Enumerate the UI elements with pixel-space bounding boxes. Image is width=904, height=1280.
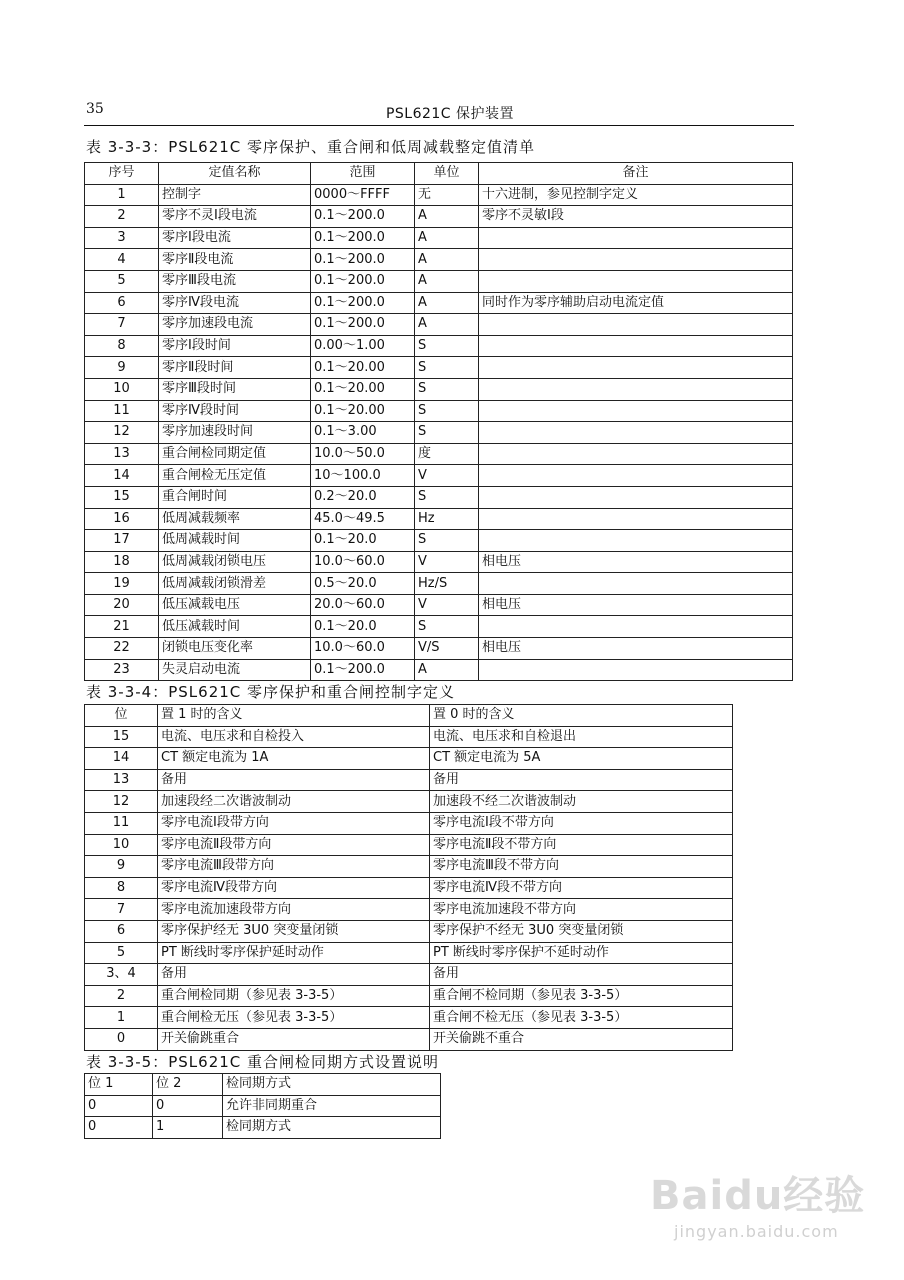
table-cell: 零序加速段时间 bbox=[159, 422, 311, 444]
table-cell: 6 bbox=[85, 920, 158, 942]
table-cell: 0.1～20.0 bbox=[311, 530, 415, 552]
table-cell: 10～100.0 bbox=[311, 465, 415, 487]
table-cell: 5 bbox=[85, 942, 158, 964]
table-cell bbox=[479, 508, 793, 530]
table-cell: 零序不灵敏Ⅰ段 bbox=[479, 206, 793, 228]
table1-caption: 表 3-3-3：PSL621C 零序保护、重合闸和低周减载整定值清单 bbox=[86, 138, 536, 156]
table-cell bbox=[479, 486, 793, 508]
table-row bbox=[85, 422, 793, 444]
table-row bbox=[85, 378, 793, 400]
table-cell: 无 bbox=[415, 184, 479, 206]
table-cell: 十六进制，参见控制字定义 bbox=[479, 184, 793, 206]
table-cell: 12 bbox=[85, 422, 159, 444]
sync-mode-table bbox=[84, 1073, 441, 1139]
table-cell: 10 bbox=[85, 378, 159, 400]
table-row bbox=[85, 920, 733, 942]
table-cell: 7 bbox=[85, 899, 158, 921]
header-rule bbox=[84, 125, 794, 126]
table-cell: CT 额定电流为 5A bbox=[430, 748, 733, 770]
table-cell: 0.1～200.0 bbox=[311, 314, 415, 336]
table-cell: 10.0～60.0 bbox=[311, 638, 415, 660]
table-row bbox=[85, 834, 733, 856]
table-cell: CT 额定电流为 1A bbox=[158, 748, 430, 770]
table-cell: 0.1～20.00 bbox=[311, 400, 415, 422]
table-cell bbox=[479, 530, 793, 552]
table-cell: 0.1～200.0 bbox=[311, 206, 415, 228]
table-cell: 5 bbox=[85, 270, 159, 292]
table-row bbox=[85, 443, 793, 465]
table-cell: 重合闸不检无压（参见表 3-3-5） bbox=[430, 1007, 733, 1029]
table-cell: 11 bbox=[85, 400, 159, 422]
table-cell bbox=[479, 573, 793, 595]
table-cell: A bbox=[415, 659, 479, 681]
table-cell: 0 bbox=[153, 1095, 223, 1117]
table-cell: 9 bbox=[85, 856, 158, 878]
table-row bbox=[85, 314, 793, 336]
column-header: 位 1 bbox=[85, 1074, 153, 1096]
table-cell: 零序加速段电流 bbox=[159, 314, 311, 336]
table-cell: 备用 bbox=[430, 964, 733, 986]
table-cell bbox=[479, 422, 793, 444]
table-row bbox=[85, 184, 793, 206]
table-cell: 零序Ⅱ段时间 bbox=[159, 357, 311, 379]
table-cell: 相电压 bbox=[479, 638, 793, 660]
table-cell: 零序Ⅲ段时间 bbox=[159, 378, 311, 400]
table-row bbox=[85, 812, 733, 834]
table-row bbox=[85, 465, 793, 487]
table-cell bbox=[479, 378, 793, 400]
control-word-table bbox=[84, 704, 733, 1051]
table-cell: V bbox=[415, 551, 479, 573]
table-cell: 零序Ⅰ段时间 bbox=[159, 335, 311, 357]
table-cell: 备用 bbox=[158, 964, 430, 986]
table-cell: S bbox=[415, 335, 479, 357]
column-header: 范围 bbox=[311, 163, 415, 185]
table-cell: 开关偷跳不重合 bbox=[430, 1028, 733, 1050]
table-row bbox=[85, 769, 733, 791]
table-cell bbox=[479, 616, 793, 638]
table-cell: 0 bbox=[85, 1028, 158, 1050]
table-cell: S bbox=[415, 400, 479, 422]
table-cell: 6 bbox=[85, 292, 159, 314]
table-cell bbox=[479, 227, 793, 249]
table-cell: 重合闸检无压（参见表 3-3-5） bbox=[158, 1007, 430, 1029]
table-row bbox=[85, 270, 793, 292]
table-cell: V bbox=[415, 465, 479, 487]
table-cell: 13 bbox=[85, 443, 159, 465]
table-cell: 允许非同期重合 bbox=[223, 1095, 441, 1117]
column-header: 置 0 时的含义 bbox=[430, 705, 733, 727]
table-cell: 20 bbox=[85, 594, 159, 616]
table-cell bbox=[479, 659, 793, 681]
table-cell: 18 bbox=[85, 551, 159, 573]
table-row bbox=[85, 791, 733, 813]
table-cell: 16 bbox=[85, 508, 159, 530]
table-header-row bbox=[85, 705, 733, 727]
table-cell: 重合闸检无压定值 bbox=[159, 465, 311, 487]
table-cell: 0.1～200.0 bbox=[311, 227, 415, 249]
table-cell: 重合闸不检同期（参见表 3-3-5） bbox=[430, 985, 733, 1007]
table-cell: 相电压 bbox=[479, 551, 793, 573]
table-cell: 零序电流Ⅱ段带方向 bbox=[158, 834, 430, 856]
table-row bbox=[85, 400, 793, 422]
table-cell: 零序电流Ⅳ段带方向 bbox=[158, 877, 430, 899]
table-row bbox=[85, 292, 793, 314]
column-header: 检同期方式 bbox=[223, 1074, 441, 1096]
table-cell: Hz bbox=[415, 508, 479, 530]
table-cell: 低周减载闭锁电压 bbox=[159, 551, 311, 573]
table-cell: V bbox=[415, 594, 479, 616]
table-row bbox=[85, 508, 793, 530]
table-cell: 3 bbox=[85, 227, 159, 249]
table-cell: 10.0～50.0 bbox=[311, 443, 415, 465]
table-cell: Hz/S bbox=[415, 573, 479, 595]
table-cell: 0.5～20.0 bbox=[311, 573, 415, 595]
table-row bbox=[85, 856, 733, 878]
table-cell: 控制字 bbox=[159, 184, 311, 206]
table-cell bbox=[479, 335, 793, 357]
table-cell: 20.0～60.0 bbox=[311, 594, 415, 616]
table-row bbox=[85, 1028, 733, 1050]
table-cell: A bbox=[415, 227, 479, 249]
table-row bbox=[85, 616, 793, 638]
table-cell: S bbox=[415, 486, 479, 508]
baidu-jingyan-watermark bbox=[650, 1150, 870, 1260]
table-cell: PT 断线时零序保护延时动作 bbox=[158, 942, 430, 964]
table-row bbox=[85, 899, 733, 921]
table-cell bbox=[479, 465, 793, 487]
table-cell: 低压减载电压 bbox=[159, 594, 311, 616]
table-cell: A bbox=[415, 270, 479, 292]
table-cell: 0.1～200.0 bbox=[311, 249, 415, 271]
table-cell: A bbox=[415, 249, 479, 271]
table-row bbox=[85, 594, 793, 616]
column-header: 定值名称 bbox=[159, 163, 311, 185]
table-row bbox=[85, 964, 733, 986]
table-cell: 度 bbox=[415, 443, 479, 465]
table-cell: 0 bbox=[85, 1095, 153, 1117]
table-row bbox=[85, 206, 793, 228]
table-cell: 零序电流Ⅱ段不带方向 bbox=[430, 834, 733, 856]
table-cell: 1 bbox=[153, 1117, 223, 1139]
table-cell bbox=[479, 443, 793, 465]
table-row bbox=[85, 1117, 441, 1139]
table-cell: 加速段不经二次谐波制动 bbox=[430, 791, 733, 813]
table-row bbox=[85, 726, 733, 748]
settings-table bbox=[84, 162, 793, 681]
table-cell: 零序电流加速段带方向 bbox=[158, 899, 430, 921]
watermark-logo: Baidu经验 bbox=[650, 1173, 866, 1219]
table-cell: 重合闸检同期定值 bbox=[159, 443, 311, 465]
table-cell: 电流、电压求和自检投入 bbox=[158, 726, 430, 748]
table-row bbox=[85, 551, 793, 573]
column-header: 置 1 时的含义 bbox=[158, 705, 430, 727]
table-cell: 备用 bbox=[430, 769, 733, 791]
table-cell: 零序电流加速段不带方向 bbox=[430, 899, 733, 921]
column-header: 位 2 bbox=[153, 1074, 223, 1096]
watermark-url: jingyan.baidu.com bbox=[674, 1222, 839, 1241]
table-cell: 低周减载闭锁滑差 bbox=[159, 573, 311, 595]
table-cell: 8 bbox=[85, 335, 159, 357]
table-cell: 低周减载频率 bbox=[159, 508, 311, 530]
table-cell: 0.2～20.0 bbox=[311, 486, 415, 508]
table-row bbox=[85, 357, 793, 379]
table-cell: 电流、电压求和自检退出 bbox=[430, 726, 733, 748]
table-cell: 零序Ⅱ段电流 bbox=[159, 249, 311, 271]
table-cell: 14 bbox=[85, 465, 159, 487]
table-cell: 45.0～49.5 bbox=[311, 508, 415, 530]
table-cell: 零序电流Ⅰ段不带方向 bbox=[430, 812, 733, 834]
table-row bbox=[85, 942, 733, 964]
table-cell: V/S bbox=[415, 638, 479, 660]
table-cell: S bbox=[415, 422, 479, 444]
table-cell: 11 bbox=[85, 812, 158, 834]
table-cell: S bbox=[415, 357, 479, 379]
table-cell bbox=[479, 314, 793, 336]
table-cell: 22 bbox=[85, 638, 159, 660]
table-row bbox=[85, 486, 793, 508]
column-header: 单位 bbox=[415, 163, 479, 185]
table-cell: 零序不灵Ⅰ段电流 bbox=[159, 206, 311, 228]
table-cell: 零序Ⅳ段时间 bbox=[159, 400, 311, 422]
table-cell: 17 bbox=[85, 530, 159, 552]
table-cell: 1 bbox=[85, 184, 159, 206]
table-cell: PT 断线时零序保护不延时动作 bbox=[430, 942, 733, 964]
table-cell: 9 bbox=[85, 357, 159, 379]
page-header: PSL621C 保护装置 bbox=[385, 106, 515, 122]
table-cell: 零序保护经无 3U0 突变量闭锁 bbox=[158, 920, 430, 942]
column-header: 序号 bbox=[85, 163, 159, 185]
table-cell: 3、4 bbox=[85, 964, 158, 986]
table-cell: 21 bbox=[85, 616, 159, 638]
table-cell: 重合闸时间 bbox=[159, 486, 311, 508]
table-cell: 低周减载时间 bbox=[159, 530, 311, 552]
table-header-row bbox=[85, 163, 793, 185]
table-cell: 0.1～20.00 bbox=[311, 357, 415, 379]
table-cell: 同时作为零序辅助启动电流定值 bbox=[479, 292, 793, 314]
table-cell: 零序保护不经无 3U0 突变量闭锁 bbox=[430, 920, 733, 942]
table-row bbox=[85, 249, 793, 271]
table-cell: 7 bbox=[85, 314, 159, 336]
table-cell: 19 bbox=[85, 573, 159, 595]
table-cell bbox=[479, 357, 793, 379]
table-cell: A bbox=[415, 206, 479, 228]
table-row bbox=[85, 877, 733, 899]
table-cell: A bbox=[415, 314, 479, 336]
table-cell: S bbox=[415, 616, 479, 638]
table-cell: 相电压 bbox=[479, 594, 793, 616]
table-cell: 15 bbox=[85, 486, 159, 508]
table-row bbox=[85, 748, 733, 770]
table-cell: 0.1～200.0 bbox=[311, 292, 415, 314]
table-cell bbox=[479, 400, 793, 422]
table-row bbox=[85, 1007, 733, 1029]
table-cell: A bbox=[415, 292, 479, 314]
table-cell: 零序Ⅲ段电流 bbox=[159, 270, 311, 292]
table-cell: S bbox=[415, 378, 479, 400]
page-number: 35 bbox=[86, 101, 104, 117]
table-cell: 闭锁电压变化率 bbox=[159, 638, 311, 660]
table-cell: 零序电流Ⅲ段带方向 bbox=[158, 856, 430, 878]
table-cell: 开关偷跳重合 bbox=[158, 1028, 430, 1050]
table-cell: 10.0～60.0 bbox=[311, 551, 415, 573]
table-cell: 2 bbox=[85, 985, 158, 1007]
table-cell: 10 bbox=[85, 834, 158, 856]
table-cell: 零序Ⅳ段电流 bbox=[159, 292, 311, 314]
column-header: 位 bbox=[85, 705, 158, 727]
table-header-row bbox=[85, 1074, 441, 1096]
table-cell: 重合闸检同期（参见表 3-3-5） bbox=[158, 985, 430, 1007]
table-cell: 12 bbox=[85, 791, 158, 813]
table-cell: 零序电流Ⅲ段不带方向 bbox=[430, 856, 733, 878]
table-cell: 0000～FFFF bbox=[311, 184, 415, 206]
table-cell: 0.1～200.0 bbox=[311, 659, 415, 681]
table-cell: 4 bbox=[85, 249, 159, 271]
table-cell bbox=[479, 270, 793, 292]
table-row bbox=[85, 659, 793, 681]
table-cell: 备用 bbox=[158, 769, 430, 791]
table-cell: 0 bbox=[85, 1117, 153, 1139]
table-cell: 0.1～200.0 bbox=[311, 270, 415, 292]
table3-caption: 表 3-3-5：PSL621C 重合闸检同期方式设置说明 bbox=[86, 1053, 440, 1071]
table-cell: 0.1～20.0 bbox=[311, 616, 415, 638]
table-row bbox=[85, 985, 733, 1007]
table-cell: 零序电流Ⅰ段带方向 bbox=[158, 812, 430, 834]
table-cell: 0.00～1.00 bbox=[311, 335, 415, 357]
table-cell: 检同期方式 bbox=[223, 1117, 441, 1139]
table-cell bbox=[479, 249, 793, 271]
table-cell: 零序电流Ⅳ段不带方向 bbox=[430, 877, 733, 899]
table-row bbox=[85, 638, 793, 660]
table-cell: 低压减载时间 bbox=[159, 616, 311, 638]
table-cell: 13 bbox=[85, 769, 158, 791]
table-row bbox=[85, 1095, 441, 1117]
table-row bbox=[85, 530, 793, 552]
table-cell: 14 bbox=[85, 748, 158, 770]
table-row bbox=[85, 227, 793, 249]
table-cell: 失灵启动电流 bbox=[159, 659, 311, 681]
table-cell: 0.1～3.00 bbox=[311, 422, 415, 444]
table-row bbox=[85, 335, 793, 357]
table-cell: 0.1～20.00 bbox=[311, 378, 415, 400]
table-row bbox=[85, 573, 793, 595]
table-cell: 加速段经二次谐波制动 bbox=[158, 791, 430, 813]
table-cell: 2 bbox=[85, 206, 159, 228]
table2-caption: 表 3-3-4：PSL621C 零序保护和重合闸控制字定义 bbox=[86, 683, 456, 701]
table-cell: 23 bbox=[85, 659, 159, 681]
table-cell: 8 bbox=[85, 877, 158, 899]
table-cell: 零序Ⅰ段电流 bbox=[159, 227, 311, 249]
table-cell: 1 bbox=[85, 1007, 158, 1029]
column-header: 备注 bbox=[479, 163, 793, 185]
table-cell: 15 bbox=[85, 726, 158, 748]
table-cell: S bbox=[415, 530, 479, 552]
